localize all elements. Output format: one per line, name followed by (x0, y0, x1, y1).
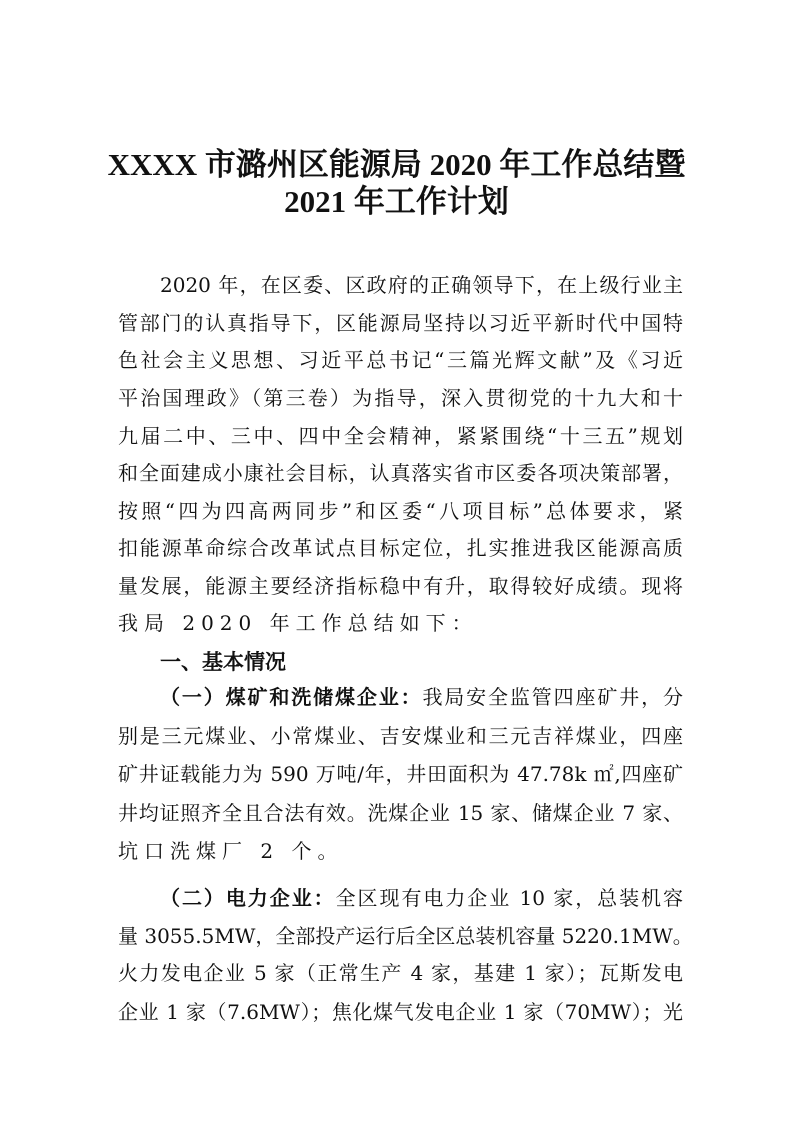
text-line: 平治国理政》（第三卷）为指导，深入贯彻党的十九大和十 (118, 386, 683, 410)
text-line: 九届二中、三中、四中全会精神，紧紧围绕“十三五”规划 (118, 424, 683, 448)
text-line (160, 678, 683, 716)
text-line: 扣能源革命综合改革试点目标定位，扎实推进我区能源高质 (118, 536, 683, 560)
text-line: 量 3055.5MW，全部投产运行后全区总装机容量 5220.1MW。 (118, 924, 693, 948)
text-line: 我局 2020 年工作总结如下： (118, 611, 478, 635)
text-line: 量发展，能源主要经济指标稳中有升，取得较好成绩。现将 (118, 574, 683, 598)
text-line: 火力发电企业 5 家（正常生产 4 家，基建 1 家）；瓦斯发电 (118, 961, 683, 985)
power-first-line-rest: 全区现有电力企业 10 家，总装机容 (335, 886, 683, 910)
section-heading: 一、基本情况 (160, 649, 286, 674)
coal-lead: （一）煤矿和洗储煤企业： (160, 685, 423, 709)
document-title-line-1: XXXX 市潞州区能源局 2020 年工作总结暨 (107, 147, 686, 182)
power-lead: （二）电力企业： (160, 886, 336, 910)
document-title-line-2: 2021 年工作计划 (284, 184, 509, 219)
text-line: 色社会主义思想、习近平总书记“三篇光辉文献”及《习近 (118, 348, 683, 372)
text-line: 管部门的认真指导下，区能源局坚持以习近平新时代中国特 (118, 311, 683, 335)
text-line: 坑口洗煤厂 2 个。 (118, 839, 344, 863)
text-line: 企业 1 家（7.6MW）；焦化煤气发电企业 1 家（70MW）；光 (118, 1000, 683, 1024)
text-line: 和全面建成小康社会目标，认真落实省市区委各项决策部署， (118, 461, 683, 485)
text-line: 矿井证载能力为 590 万吨/年，井田面积为 47.78k ㎡,四座矿 (118, 762, 683, 786)
text-line: 井均证照齐全且合法有效。洗煤企业 15 家、储煤企业 7 家、 (118, 801, 683, 825)
coal-first-line-rest: 我局安全监管四座矿井，分 (422, 685, 684, 709)
text-line: 按照“四为四高两同步”和区委“八项目标”总体要求，紧 (118, 499, 683, 523)
text-line: 2020 年，在区委、区政府的正确领导下，在上级行业主 (160, 273, 683, 297)
text-line: 别是三元煤业、小常煤业、吉安煤业和三元吉祥煤业，四座 (118, 724, 683, 748)
text-line (160, 879, 683, 917)
